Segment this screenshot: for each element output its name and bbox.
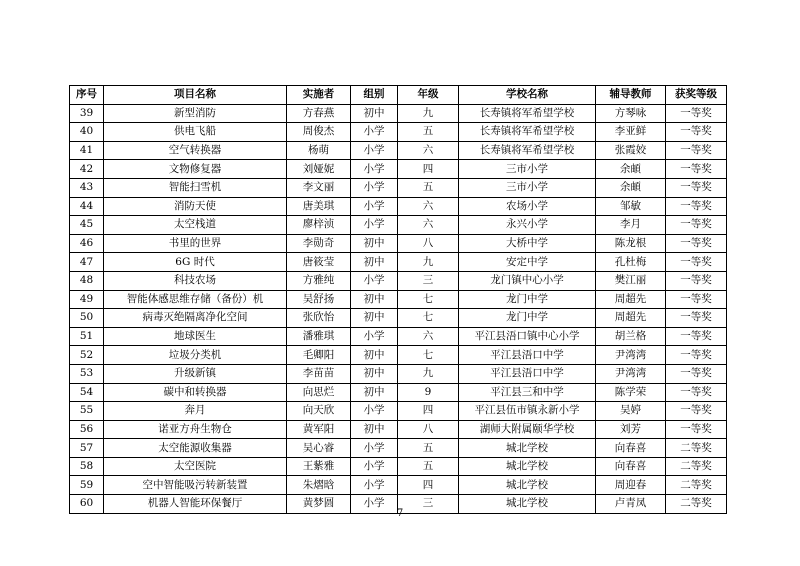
cell-index: 46 [70,234,104,253]
cell-project-name: 垃圾分类机 [104,346,287,365]
cell-group: 小学 [351,327,398,346]
cell-grade: 五 [398,439,459,458]
cell-teacher: 张霞姣 [596,141,666,160]
cell-grade: 五 [398,123,459,142]
cell-school-name: 三市小学 [459,160,596,179]
cell-award-level: 一等奖 [666,364,727,383]
cell-implementer: 向天欣 [287,402,351,421]
cell-index: 43 [70,178,104,197]
cell-grade: 七 [398,346,459,365]
cell-index: 60 [70,495,104,514]
cell-school-name: 农场小学 [459,197,596,216]
cell-implementer: 李苗苗 [287,364,351,383]
cell-school-name: 安定中学 [459,253,596,272]
cell-project-name: 太空医院 [104,457,287,476]
cell-teacher: 樊江丽 [596,271,666,290]
cell-project-name: 碳中和转换器 [104,383,287,402]
cell-grade: 七 [398,290,459,309]
cell-project-name: 书里的世界 [104,234,287,253]
cell-teacher: 陈学荣 [596,383,666,402]
cell-award-level: 二等奖 [666,439,727,458]
cell-implementer: 吴舒扬 [287,290,351,309]
cell-award-level: 一等奖 [666,253,727,272]
cell-implementer: 杨萌 [287,141,351,160]
cell-group: 初中 [351,253,398,272]
cell-teacher: 陈龙根 [596,234,666,253]
cell-school-name: 平江县伍市镇永新小学 [459,402,596,421]
cell-index: 59 [70,476,104,495]
cell-group: 初中 [351,420,398,439]
cell-implementer: 向思烂 [287,383,351,402]
cell-school-name: 城北学校 [459,476,596,495]
cell-teacher: 邹敏 [596,197,666,216]
cell-project-name: 空中智能吸污转新装置 [104,476,287,495]
cell-index: 41 [70,141,104,160]
cell-project-name: 智能扫雪机 [104,178,287,197]
cell-implementer: 朱熠晗 [287,476,351,495]
cell-group: 小学 [351,123,398,142]
table-row [70,420,727,439]
cell-grade: 五 [398,178,459,197]
cell-grade: 四 [398,402,459,421]
cell-project-name: 病毒灭绝隔离净化空间 [104,309,287,328]
table-row [70,402,727,421]
cell-award-level: 二等奖 [666,495,727,514]
cell-school-name: 平江县浯口镇中心小学 [459,327,596,346]
cell-index: 51 [70,327,104,346]
table-row [70,197,727,216]
cell-project-name: 太空栈道 [104,216,287,235]
header-project-name: 项目名称 [104,86,287,105]
cell-index: 58 [70,457,104,476]
cell-group: 小学 [351,216,398,235]
cell-school-name: 大桥中学 [459,234,596,253]
cell-teacher: 李月 [596,216,666,235]
table-row [70,364,727,383]
cell-project-name: 智能体感思维存储（备份）机 [104,290,287,309]
cell-implementer: 唐美琪 [287,197,351,216]
cell-award-level: 一等奖 [666,346,727,365]
cell-index: 39 [70,104,104,123]
cell-index: 40 [70,123,104,142]
cell-index: 45 [70,216,104,235]
table-row [70,290,727,309]
awards-table [69,85,727,514]
header-award-level: 获奖等级 [666,86,727,105]
cell-project-name: 新型消防 [104,104,287,123]
cell-group: 初中 [351,309,398,328]
cell-award-level: 一等奖 [666,104,727,123]
cell-index: 53 [70,364,104,383]
cell-project-name: 消防天使 [104,197,287,216]
cell-teacher: 胡兰格 [596,327,666,346]
cell-teacher: 李亚鲜 [596,123,666,142]
cell-implementer: 李文丽 [287,178,351,197]
cell-group: 初中 [351,383,398,402]
cell-group: 小学 [351,197,398,216]
cell-teacher: 尹湾湾 [596,364,666,383]
cell-school-name: 长寿镇将军希望学校 [459,104,596,123]
table-body [70,104,727,513]
header-index: 序号 [70,86,104,105]
cell-project-name: 空气转换器 [104,141,287,160]
cell-award-level: 一等奖 [666,160,727,179]
cell-school-name: 龙门中学 [459,309,596,328]
cell-index: 54 [70,383,104,402]
cell-school-name: 平江县三和中学 [459,383,596,402]
table-row [70,439,727,458]
table-row [70,327,727,346]
cell-award-level: 一等奖 [666,178,727,197]
cell-project-name: 文物修复器 [104,160,287,179]
cell-index: 56 [70,420,104,439]
cell-group: 小学 [351,495,398,514]
cell-teacher: 周超先 [596,309,666,328]
cell-implementer: 方春燕 [287,104,351,123]
cell-award-level: 一等奖 [666,141,727,160]
cell-grade: 四 [398,160,459,179]
cell-school-name: 城北学校 [459,439,596,458]
cell-school-name: 长寿镇将军希望学校 [459,141,596,160]
cell-group: 小学 [351,439,398,458]
cell-school-name: 平江县浯口中学 [459,346,596,365]
cell-school-name: 三市小学 [459,178,596,197]
table-header-row [70,86,727,105]
header-school-name: 学校名称 [459,86,596,105]
cell-teacher: 方琴咏 [596,104,666,123]
cell-project-name: 太空能源收集器 [104,439,287,458]
cell-grade: 三 [398,495,459,514]
cell-implementer: 黄军阳 [287,420,351,439]
table-row [70,216,727,235]
cell-project-name: 奔月 [104,402,287,421]
cell-grade: 五 [398,457,459,476]
cell-project-name: 6G 时代 [104,253,287,272]
cell-award-level: 二等奖 [666,457,727,476]
cell-implementer: 黄梦圆 [287,495,351,514]
cell-award-level: 一等奖 [666,290,727,309]
cell-school-name: 长寿镇将军希望学校 [459,123,596,142]
cell-school-name: 永兴小学 [459,216,596,235]
cell-teacher: 余頔 [596,178,666,197]
cell-implementer: 唐筱莹 [287,253,351,272]
cell-award-level: 一等奖 [666,123,727,142]
header-implementer: 实施者 [287,86,351,105]
cell-group: 小学 [351,160,398,179]
table-row [70,123,727,142]
table-row [70,141,727,160]
cell-award-level: 一等奖 [666,383,727,402]
cell-grade: 9 [398,383,459,402]
cell-teacher: 周迎春 [596,476,666,495]
cell-group: 初中 [351,290,398,309]
cell-index: 50 [70,309,104,328]
cell-award-level: 一等奖 [666,420,727,439]
cell-project-name: 地球医生 [104,327,287,346]
cell-grade: 六 [398,197,459,216]
cell-group: 小学 [351,141,398,160]
cell-implementer: 廖梓浈 [287,216,351,235]
cell-index: 57 [70,439,104,458]
cell-implementer: 方雅纯 [287,271,351,290]
cell-grade: 六 [398,216,459,235]
cell-award-level: 一等奖 [666,271,727,290]
cell-teacher: 吴婷 [596,402,666,421]
cell-award-level: 一等奖 [666,309,727,328]
cell-group: 初中 [351,234,398,253]
cell-index: 52 [70,346,104,365]
table-row [70,309,727,328]
cell-index: 47 [70,253,104,272]
cell-index: 42 [70,160,104,179]
cell-school-name: 平江县浯口中学 [459,364,596,383]
table-row [70,346,727,365]
cell-teacher: 刘芳 [596,420,666,439]
cell-grade: 七 [398,309,459,328]
cell-grade: 八 [398,420,459,439]
cell-teacher: 向春喜 [596,439,666,458]
cell-school-name: 湖师大附属颐华学校 [459,420,596,439]
table-row [70,104,727,123]
cell-implementer: 刘娅妮 [287,160,351,179]
cell-group: 小学 [351,271,398,290]
cell-grade: 九 [398,364,459,383]
cell-teacher: 卢青凤 [596,495,666,514]
cell-grade: 三 [398,271,459,290]
cell-grade: 八 [398,234,459,253]
cell-award-level: 二等奖 [666,476,727,495]
cell-implementer: 吴心睿 [287,439,351,458]
cell-index: 48 [70,271,104,290]
cell-teacher: 周超先 [596,290,666,309]
cell-school-name: 城北学校 [459,457,596,476]
cell-award-level: 一等奖 [666,216,727,235]
cell-school-name: 龙门中学 [459,290,596,309]
cell-award-level: 一等奖 [666,327,727,346]
page-number: 7 [396,508,404,519]
cell-project-name: 科技农场 [104,271,287,290]
cell-index: 49 [70,290,104,309]
cell-group: 小学 [351,476,398,495]
header-teacher: 辅导教师 [596,86,666,105]
cell-grade: 九 [398,253,459,272]
cell-project-name: 机器人智能环保餐厅 [104,495,287,514]
table-row [70,271,727,290]
cell-grade: 六 [398,141,459,160]
cell-group: 小学 [351,402,398,421]
cell-implementer: 周俊杰 [287,123,351,142]
cell-award-level: 一等奖 [666,402,727,421]
cell-teacher: 尹湾湾 [596,346,666,365]
header-group: 组别 [351,86,398,105]
cell-index: 55 [70,402,104,421]
cell-grade: 九 [398,104,459,123]
cell-award-level: 一等奖 [666,234,727,253]
cell-teacher: 向春喜 [596,457,666,476]
cell-grade: 四 [398,476,459,495]
cell-group: 初中 [351,104,398,123]
table-row [70,178,727,197]
cell-award-level: 一等奖 [666,197,727,216]
cell-teacher: 孔杜梅 [596,253,666,272]
cell-project-name: 供电飞船 [104,123,287,142]
cell-group: 小学 [351,178,398,197]
table-row [70,160,727,179]
cell-project-name: 诺亚方舟生物仓 [104,420,287,439]
cell-school-name: 龙门镇中心小学 [459,271,596,290]
cell-implementer: 潘雅琪 [287,327,351,346]
cell-teacher: 余頔 [596,160,666,179]
cell-project-name: 升级新镇 [104,364,287,383]
cell-index: 44 [70,197,104,216]
cell-group: 小学 [351,457,398,476]
cell-implementer: 张欣怡 [287,309,351,328]
cell-grade: 六 [398,327,459,346]
table-row [70,234,727,253]
cell-group: 初中 [351,346,398,365]
table-row [70,253,727,272]
header-grade: 年级 [398,86,459,105]
cell-implementer: 毛卿阳 [287,346,351,365]
table-row [70,383,727,402]
cell-group: 初中 [351,364,398,383]
cell-implementer: 王紫雅 [287,457,351,476]
cell-implementer: 李勋奇 [287,234,351,253]
cell-school-name: 城北学校 [459,495,596,514]
table-row [70,457,727,476]
table-row [70,476,727,495]
